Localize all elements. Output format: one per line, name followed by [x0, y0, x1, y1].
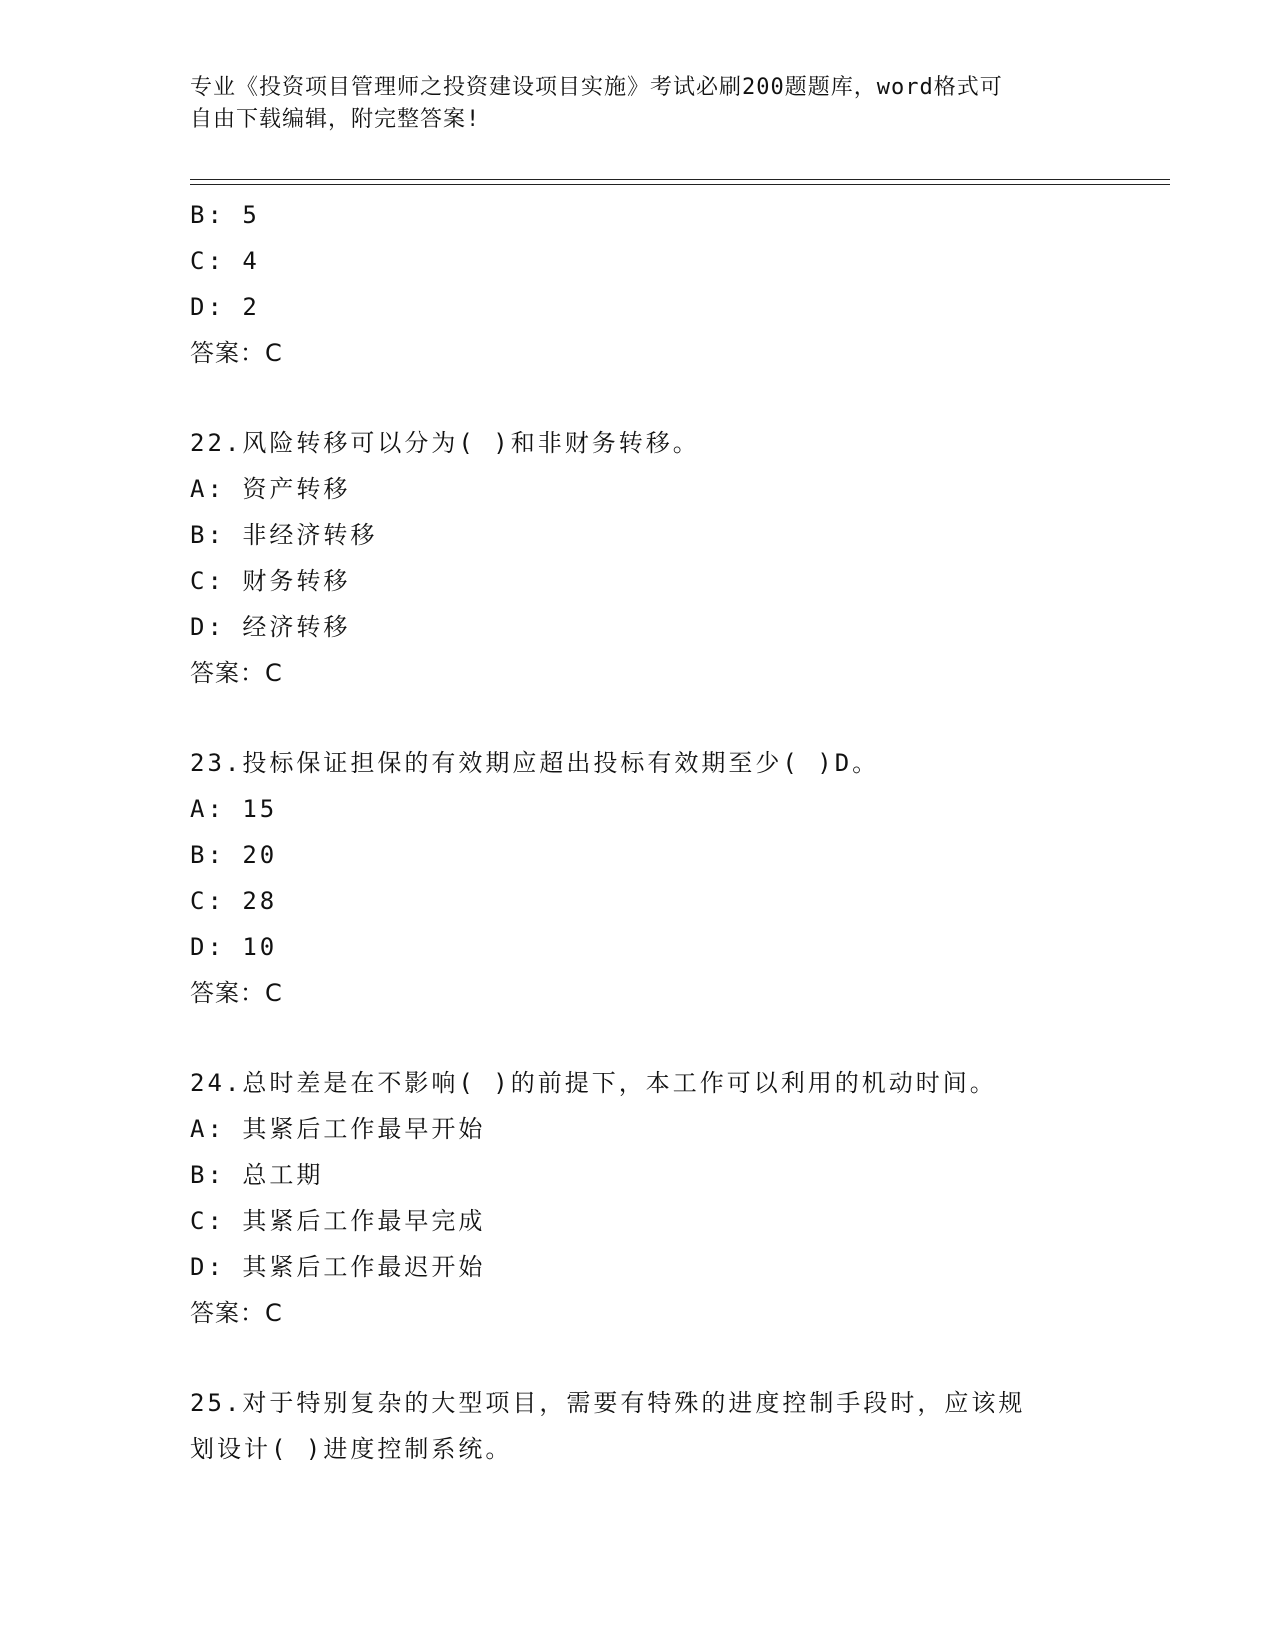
option-c: C: 财务转移: [190, 567, 351, 595]
question-list: [190, 192, 1090, 1472]
option-b: B: 20: [190, 841, 278, 869]
question-22: [190, 420, 1090, 696]
option-d: D: 10: [190, 933, 278, 961]
option-c: C: 4: [190, 247, 260, 275]
option-c: C: 其紧后工作最早完成: [190, 1207, 486, 1235]
answer: 答案：C: [190, 1299, 283, 1327]
option-a: A: 15: [190, 795, 278, 823]
answer: 答案：C: [190, 659, 283, 687]
question-text: 23.投标保证担保的有效期应超出投标有效期至少( )D。: [190, 749, 880, 777]
question-23: [190, 740, 1090, 1016]
option-a: A: 其紧后工作最早开始: [190, 1115, 486, 1143]
option-a: A: 资产转移: [190, 475, 351, 503]
question-text-line-1: 25.对于特别复杂的大型项目，需要有特殊的进度控制手段时，应该规: [190, 1389, 1026, 1417]
header-line-1: 专业《投资项目管理师之投资建设项目实施》考试必刷200题题库，word格式可: [190, 75, 1003, 100]
option-d: D: 2: [190, 293, 260, 321]
answer: 答案：C: [190, 979, 283, 1007]
answer: 答案：C: [190, 339, 283, 367]
document-header: [190, 72, 1090, 136]
option-c: C: 28: [190, 887, 278, 915]
header-rule-bottom: [190, 184, 1170, 185]
question-21: [190, 192, 1090, 376]
option-b: B: 非经济转移: [190, 521, 378, 549]
header-rule-top: [190, 179, 1170, 180]
question-text-line-2: 划设计( )进度控制系统。: [190, 1435, 513, 1463]
question-text: 22.风险转移可以分为( )和非财务转移。: [190, 429, 700, 457]
option-d: D: 经济转移: [190, 613, 351, 641]
option-b: B: 总工期: [190, 1161, 324, 1189]
question-text: 24.总时差是在不影响( )的前提下，本工作可以利用的机动时间。: [190, 1069, 997, 1097]
question-24: [190, 1060, 1090, 1336]
option-b: B: 5: [190, 201, 260, 229]
header-line-2: 自由下载编辑，附完整答案!: [190, 107, 481, 132]
question-25: [190, 1380, 1090, 1472]
option-d: D: 其紧后工作最迟开始: [190, 1253, 486, 1281]
